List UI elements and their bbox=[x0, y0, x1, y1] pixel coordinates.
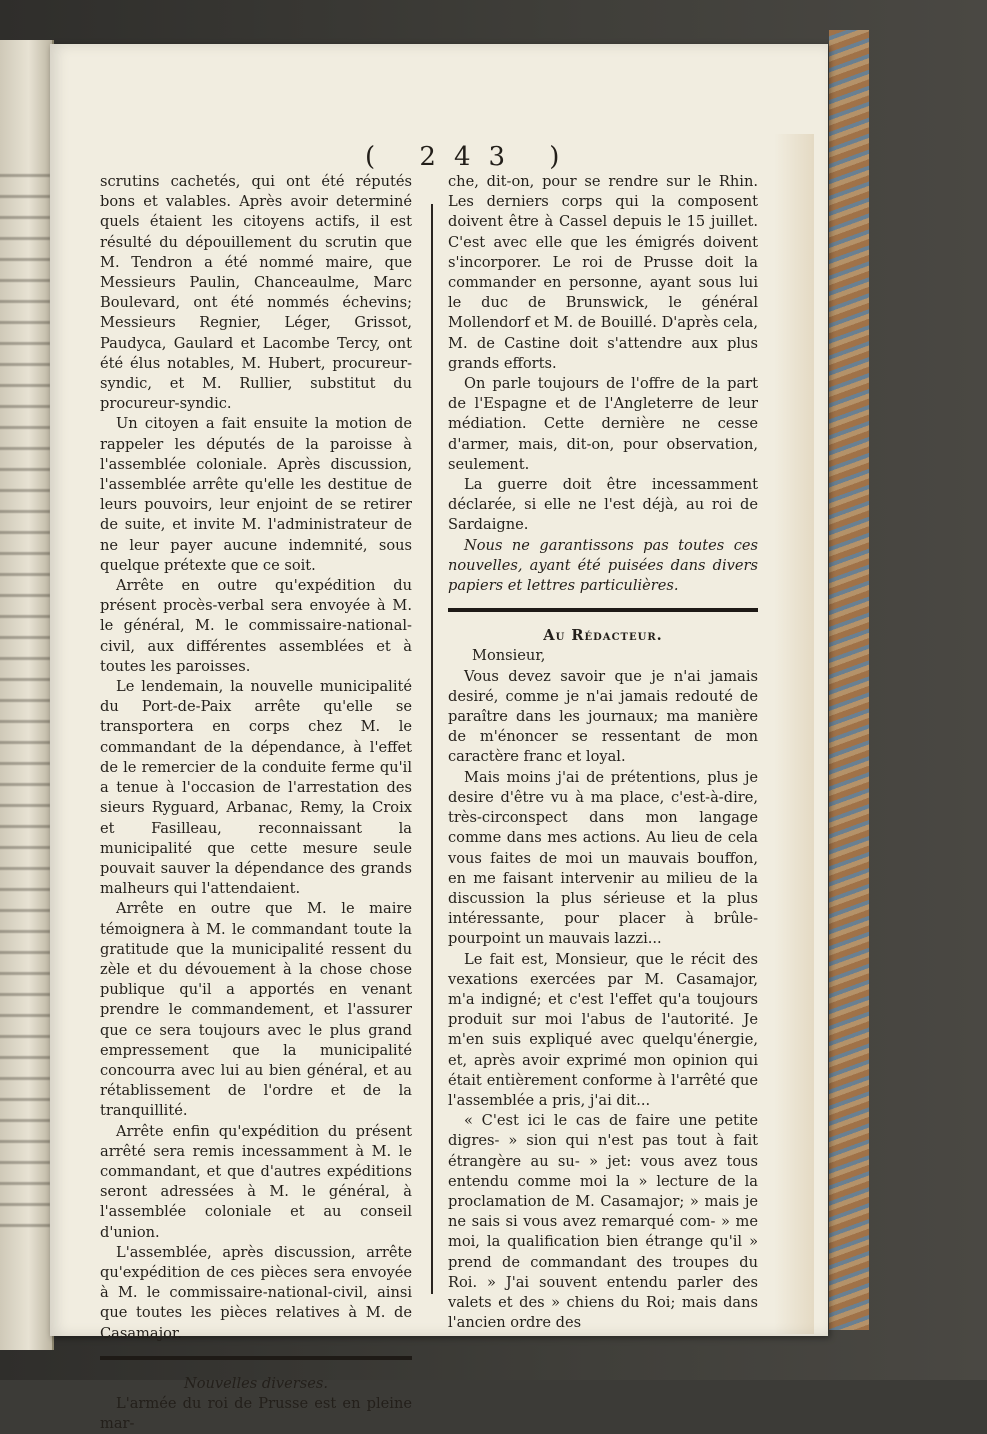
left-column bbox=[100, 172, 412, 1434]
paragraph: Vous devez savoir que je n'ai jamais desiré, comme je n'ai jamais redouté de paraître dans les journaux; ma manière de m'énoncer se ressentant de mon caractère franc et loyal. bbox=[448, 667, 758, 766]
paragraph: Arrête en outre qu'expédition du présent procès-verbal sera envoyée à M. le général, M. le commissaire-national-civil, aux différentes assemblées et à toutes les paroisses. bbox=[100, 577, 412, 675]
paragraph: On parle toujours de l'offre de la part de l'Espagne et de l'Angleterre de leur médiation. Cette dernière ne cesse d'armer, mais, dit-on, pour observation, seulement. bbox=[448, 375, 758, 473]
page-stain bbox=[774, 134, 814, 1334]
book-page bbox=[50, 44, 828, 1433]
show-through-text bbox=[0, 160, 50, 1230]
paragraph: La guerre doit être incessamment déclarée, si elle ne l'est déjà, au roi de Sardaigne. bbox=[448, 476, 758, 534]
paragraph: L'armée du roi de Prusse est en pleine mar- bbox=[100, 1394, 412, 1433]
paragraph: L'assemblée, après discussion, arrête qu'expédition de ces pièces sera envoyée à M. le commissaire-national-civil, ainsi que toutes les pièces relatives à M. de Casamajor. bbox=[100, 1243, 412, 1342]
section-subheading: Nouvelles diverses. bbox=[183, 1374, 329, 1392]
paragraph: « C'est ici le cas de faire une petite digres- » sion qui n'est pas tout à fait étrangère au su- » jet: vous avez tous entendu comme moi la » lecture de la proclamation de M. Casamajor; » mais je ne sais si vous avez remarqué com- » me moi, la qualification bien étrange qu'il » prend de commandant des troupes du Roi. » J'ai souvent entendu parler des valets et des » chiens du Roi; mais dans l'ancien ordre des bbox=[448, 1112, 758, 1332]
paragraph: Le fait est, Monsieur, que le récit des vexations exercées par M. Casamajor, m'a indigné; et c'est l'effet qu'a toujours produit sur moi l'abus de l'autorité. Je m'en suis expliqué avec quelqu'énergie, et, après avoir exprimé mon opinion qui était entièrement conforme à l'arrêté que l'assemblée a pris, j'ai dit... bbox=[448, 950, 758, 1109]
paragraph: Arrête en outre que M. le maire témoignera à M. le commandant toute la gratitude que la municipalité ressent du zèle et du dévouement à la chose chose publique qu'il a apportés en venant prendre le commandement, et l'assurer que ce sera toujours avec le plus grand empressement que la municipalité concourra avec lui au bien général, et au rétablissement de l'ordre et de la tranquillité. bbox=[100, 900, 412, 1120]
paragraph: Le lendemain, la nouvelle municipalité du Port-de-Paix arrête qu'elle se transportera en corps chez M. le commandant de la dépendance, à l'effet de le remercier de la conduite ferme qu'il a tenue à l'occasion de l'arrestation des sieurs Ryguard, Arbanac, Remy, la Croix et Fasilleau, reconnaissant la municipalité que cette mesure seule pouvait sauver la dépendance des grands malheurs qui l'attendaient. bbox=[100, 678, 412, 898]
section-heading: Au Rédacteur. bbox=[543, 627, 663, 645]
paragraph: Mais moins j'ai de prétentions, plus je desire d'être vu à ma place, c'est-à-dire, très-circonspect dans mon langage comme dans mes actions. Au lieu de cela vous faites de moi un mauvais bouffon, en me faisant intervenir au milieu de la discussion la plus sérieuse et la plus intéressante, pour placer à brûle-pourpoint un mauvais lazzi... bbox=[448, 768, 758, 948]
salutation: Monsieur, bbox=[472, 647, 546, 665]
page-number: ( 243 ) bbox=[365, 142, 578, 172]
previous-page-edge bbox=[0, 40, 54, 1350]
marbled-cover-edge bbox=[829, 30, 869, 1330]
paragraph: scrutins cachetés, qui ont été réputés bons et valables. Après avoir determiné quels étaient les citoyens actifs, il est résulté du dépouillement du scrutin que M. Tendron a été nommé maire, que Messieurs Paulin, Chanceaulme, Marc Boulevard, ont été nommés échevins; Messieurs Regnier, Léger, Grissot, Paudyca, Gaulard et Lacombe Tercy, ont été élus notables, M. Hubert, procureur-syndic, et M. Rullier, substitut du procureur-syndic. bbox=[100, 173, 412, 413]
column-divider bbox=[431, 204, 433, 1294]
right-column bbox=[448, 172, 758, 1333]
paragraph: Un citoyen a fait ensuite la motion de rappeler les députés de la paroisse à l'assemblée coloniale. Après discussion, l'assemblée arrête qu'elle les destitue de leurs pouvoirs, leur enjoint de se retirer de suite, et invite M. l'administrateur de ne leur payer aucune indemnité, sous quelque prétexte que ce soit. bbox=[100, 415, 412, 574]
section-rule bbox=[100, 1356, 412, 1360]
italic-note: Nous ne garantissons pas toutes ces nouvelles, ayant été puisées dans divers papiers et lettres particulières. bbox=[448, 536, 758, 595]
paragraph: Arrête enfin qu'expédition du présent arrêté sera remis incessamment à M. le commandant, et que d'autres expéditions seront adressées à M. le général, à l'assemblée coloniale et au conseil d'union. bbox=[100, 1122, 412, 1241]
paragraph: che, dit-on, pour se rendre sur le Rhin. Les derniers corps qui la composent doivent être à Cassel depuis le 15 juillet. C'est avec elle que les émigrés doivent s'incorporer. Le roi de Prusse doit la commander en personne, ayant sous lui le duc de Brunswick, le général Mollendorf et M. de Bouillé. D'après cela, M. de Castine doit s'attendre aux plus grands efforts. bbox=[448, 173, 758, 372]
section-rule bbox=[448, 608, 758, 612]
